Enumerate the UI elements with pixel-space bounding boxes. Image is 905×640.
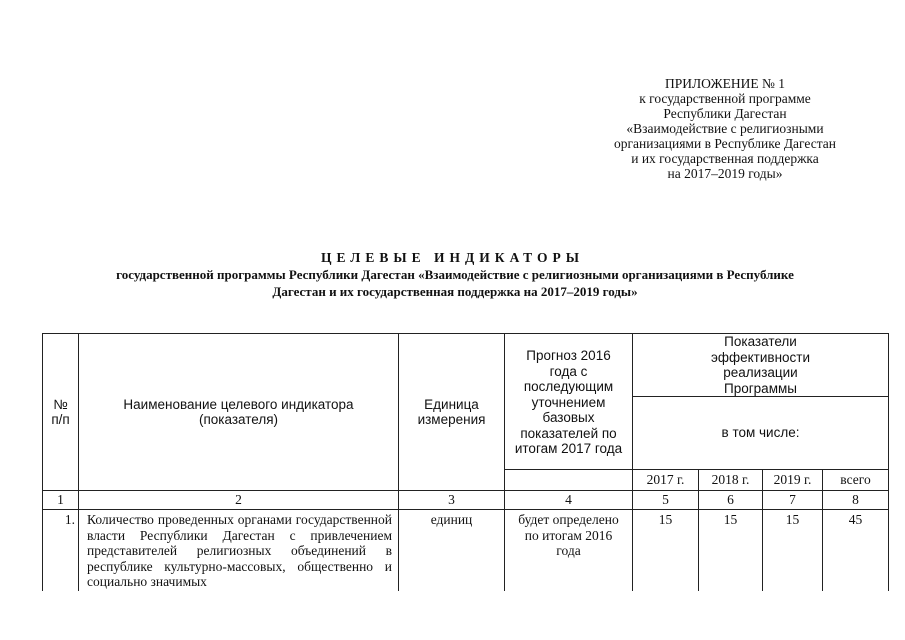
column-number: 2 — [79, 491, 399, 510]
header-number: № п/п — [43, 334, 79, 491]
column-number: 5 — [633, 491, 699, 510]
appendix-line: на 2017–2019 годы» — [667, 166, 783, 181]
header-year-2019: 2019 г. — [763, 470, 823, 491]
appendix-line: «Взаимодействие с религиозными — [626, 121, 824, 136]
header-row — [43, 334, 889, 397]
column-number: 7 — [763, 491, 823, 510]
header-year-2018: 2018 г. — [699, 470, 763, 491]
header-year-2017: 2017 г. — [633, 470, 699, 491]
row-number: 1. — [43, 510, 79, 591]
column-number: 4 — [505, 491, 633, 510]
header-forecast: Прогноз 2016 года с последующим уточнением базовых показателей по итогам 2017 года — [505, 334, 633, 470]
row-forecast: будет определено по итогам 2016 года — [505, 510, 633, 591]
header-including: в том числе: — [633, 397, 889, 470]
row-value-2019: 15 — [763, 510, 823, 591]
document-subtitle: государственной программы Республики Дагестан «Взаимодействие с религиозными организациями в Республике Дагестан и их государственная поддержка на 2017–2019 годы» — [116, 267, 794, 299]
header-total: всего — [823, 470, 889, 491]
appendix-block — [560, 76, 890, 181]
appendix-line: к государственной программе — [639, 91, 811, 106]
column-number: 6 — [699, 491, 763, 510]
header-empty — [505, 470, 633, 491]
column-number: 3 — [399, 491, 505, 510]
appendix-line: Республики Дагестан — [663, 106, 787, 121]
header-unit: Единица измерения — [399, 334, 505, 491]
row-value-2017: 15 — [633, 510, 699, 591]
column-number: 8 — [823, 491, 889, 510]
column-number: 1 — [43, 491, 79, 510]
row-indicator-name: Количество проведенных органами государственной власти Республики Дагестан с привлечением представителей религиозных объединений в республике культурно-массовых, общественно и социально значимых — [79, 510, 399, 591]
appendix-line: и их государственная поддержка — [631, 151, 819, 166]
indicators-table — [42, 333, 889, 591]
column-numbers-row — [43, 491, 889, 510]
header-indicator-name: Наименование целевого индикатора (показателя) — [79, 334, 399, 491]
row-value-total: 45 — [823, 510, 889, 591]
appendix-line: ПРИЛОЖЕНИЕ № 1 — [664, 76, 786, 91]
header-efficiency: Показатели эффективности реализации Программы — [633, 334, 889, 397]
row-unit: единиц — [399, 510, 505, 591]
row-value-2018: 15 — [699, 510, 763, 591]
appendix-line: организациями в Республике Дагестан — [613, 136, 837, 151]
table-row — [43, 510, 889, 591]
document-title: ЦЕЛЕВЫЕ ИНДИКАТОРЫ — [320, 250, 584, 265]
